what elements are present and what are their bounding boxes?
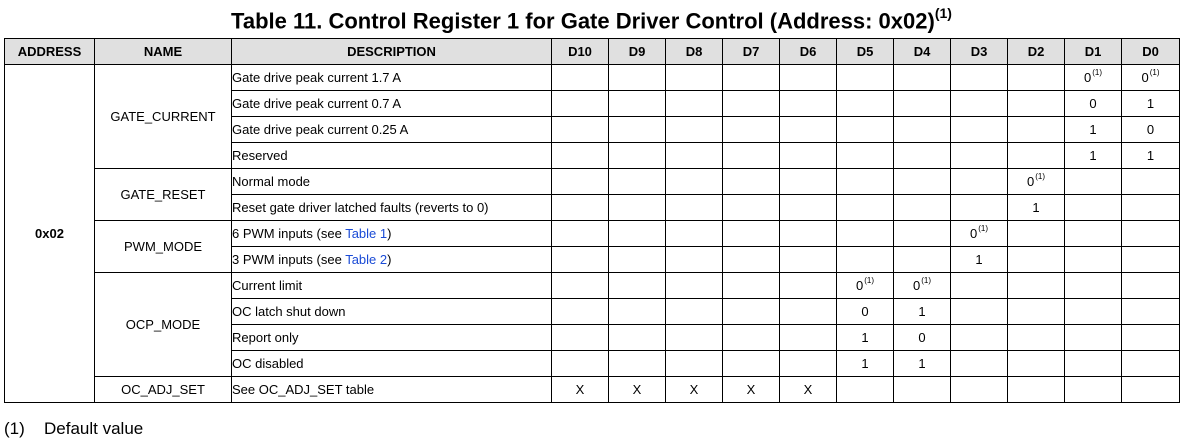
bit-cell [1008,117,1065,143]
bit-cell [837,169,894,195]
field-name-cell: OCP_MODE [95,273,232,377]
register-table [4,38,1180,403]
bit-cell [894,65,951,91]
bit-cell [1065,273,1122,299]
bit-cell [723,273,780,299]
bit-cell [552,325,609,351]
bit-cell [1122,143,1180,169]
description-cell [232,325,552,351]
bit-value: 1 [861,356,869,371]
bit-cell [609,169,666,195]
bit-value: 0 [918,330,926,345]
column-header: D8 [666,39,723,65]
bit-value: 0 [912,278,921,293]
bit-cell [552,221,609,247]
bit-value: 1 [1089,148,1097,163]
bit-cell [837,65,894,91]
bit-cell [894,195,951,221]
description-cell [232,117,552,143]
description-text: OC disabled [232,356,304,371]
bit-cell [609,91,666,117]
bit-cell [780,247,837,273]
address-cell: 0x02 [5,65,95,403]
bit-cell [951,351,1008,377]
table-title [0,0,1183,36]
bit-cell [1008,143,1065,169]
bit-cell [1122,247,1180,273]
bit-cell [723,195,780,221]
bit-cell [1065,143,1122,169]
description-text: Reserved [232,148,288,163]
bit-cell [837,221,894,247]
bit-cell [552,377,609,403]
bit-value: 0 [861,304,869,319]
description-cell [232,273,552,299]
table-row [5,273,1180,299]
default-footnote-ref: (1) [921,276,931,285]
bit-cell [894,273,951,299]
footnote-text: Default value [44,419,144,438]
bit-cell [666,325,723,351]
column-header: NAME [95,39,232,65]
description-text: Current limit [232,278,303,293]
table-link[interactable]: Table 2 [345,252,388,267]
default-footnote-ref: (1) [1092,68,1102,77]
bit-cell [951,117,1008,143]
description-text: Gate drive peak current 1.7 A [232,70,402,85]
column-header: ADDRESS [5,39,95,65]
bit-cell [1122,91,1180,117]
bit-cell [894,169,951,195]
bit-value: 1 [1032,200,1040,215]
bit-value: 0 [1146,122,1155,137]
bit-cell [723,169,780,195]
bit-value: 0 [1026,174,1035,189]
bit-cell [951,273,1008,299]
bit-cell [780,325,837,351]
bit-cell [837,143,894,169]
bit-cell [552,273,609,299]
table-title-text: Table 11. Control Register 1 for Gate Driver Control (Address: 0x02) [231,8,935,34]
bit-cell [780,377,837,403]
description-cell [232,65,552,91]
bit-cell [1065,65,1122,91]
bit-cell [894,351,951,377]
bit-cell [723,91,780,117]
bit-cell [666,221,723,247]
column-header: D0 [1122,39,1180,65]
field-name-cell: GATE_RESET [95,169,232,221]
bit-cell [552,299,609,325]
bit-cell [1122,325,1180,351]
field-name-cell: OC_ADJ_SET [95,377,232,403]
bit-cell [780,169,837,195]
bit-value: 1 [918,304,926,319]
bit-cell [780,117,837,143]
bit-cell [666,91,723,117]
table-row [5,377,1180,403]
bit-cell [723,247,780,273]
bit-cell [723,221,780,247]
header-row [5,39,1180,65]
bit-value: X [632,382,642,397]
bit-cell [666,247,723,273]
bit-cell [780,273,837,299]
description-text: 3 PWM inputs (see [232,252,346,267]
description-cell [232,299,552,325]
bit-cell [894,325,951,351]
bit-cell [1122,377,1180,403]
bit-cell [1122,195,1180,221]
bit-cell [1065,351,1122,377]
column-header: DESCRIPTION [232,39,552,65]
bit-cell [609,117,666,143]
bit-cell [1065,117,1122,143]
bit-cell [894,143,951,169]
bit-cell [723,143,780,169]
bit-cell [894,247,951,273]
bit-cell [894,221,951,247]
bit-cell [1065,221,1122,247]
bit-cell [1008,169,1065,195]
description-tail: ) [387,252,392,267]
description-cell [232,351,552,377]
default-footnote-ref: (1) [1149,68,1160,77]
bit-cell [837,299,894,325]
description-cell [232,377,552,403]
bit-cell [780,299,837,325]
bit-cell [1065,195,1122,221]
bit-cell [1008,247,1065,273]
column-header: D7 [723,39,780,65]
bit-cell [609,377,666,403]
bit-cell [1008,221,1065,247]
bit-value: X [746,382,756,397]
bit-cell [609,195,666,221]
bit-cell [894,91,951,117]
description-text: 6 PWM inputs (see [232,226,346,241]
description-text: Reset gate driver latched faults (reverts to 0) [232,200,489,215]
bit-cell [780,221,837,247]
bit-cell [1008,273,1065,299]
bit-cell [1008,65,1065,91]
bit-cell [894,117,951,143]
bit-cell [552,91,609,117]
description-cell [232,169,552,195]
column-header: D4 [894,39,951,65]
bit-cell [951,299,1008,325]
description-text: Gate drive peak current 0.7 A [232,96,402,111]
bit-cell [780,65,837,91]
default-footnote-ref: (1) [864,276,874,285]
column-header: D5 [837,39,894,65]
bit-cell [837,351,894,377]
field-name-cell: PWM_MODE [95,221,232,273]
bit-cell [552,247,609,273]
column-header: D1 [1065,39,1122,65]
bit-cell [1008,91,1065,117]
bit-value: 1 [1146,96,1155,111]
bit-cell [837,247,894,273]
default-footnote-ref: (1) [1035,172,1045,181]
bit-cell [1065,169,1122,195]
bit-cell [552,195,609,221]
bit-cell [666,169,723,195]
bit-cell [723,351,780,377]
bit-value: X [575,382,585,397]
bit-cell [666,65,723,91]
bit-cell [1122,273,1180,299]
bit-cell [951,169,1008,195]
bit-cell [951,91,1008,117]
bit-value: X [689,382,699,397]
bit-cell [894,299,951,325]
table-body [5,65,1180,403]
description-text: OC latch shut down [232,304,346,319]
bit-cell [723,325,780,351]
bit-cell [837,195,894,221]
bit-cell [1008,351,1065,377]
bit-cell [1065,247,1122,273]
bit-cell [666,273,723,299]
bit-cell [609,143,666,169]
column-header: D6 [780,39,837,65]
bit-cell [780,143,837,169]
bit-cell [666,377,723,403]
bit-value: 1 [1146,148,1155,163]
bit-cell [609,65,666,91]
bit-cell [552,117,609,143]
bit-cell [951,247,1008,273]
bit-cell [951,325,1008,351]
bit-cell [609,299,666,325]
bit-cell [666,143,723,169]
bit-cell [837,91,894,117]
description-cell [232,143,552,169]
bit-cell [1065,299,1122,325]
bit-cell [552,65,609,91]
bit-cell [723,299,780,325]
bit-value: 0 [1089,96,1097,111]
bit-cell [1122,117,1180,143]
table-link[interactable]: Table 1 [345,226,388,241]
bit-cell [1065,91,1122,117]
bit-cell [1008,195,1065,221]
column-header: D3 [951,39,1008,65]
footnote-number: (1) [4,419,25,438]
table-row [5,169,1180,195]
bit-cell [609,247,666,273]
bit-cell [609,351,666,377]
bit-cell [666,351,723,377]
bit-cell [723,65,780,91]
bit-cell [951,143,1008,169]
bit-cell [1122,221,1180,247]
description-text: Report only [232,330,299,345]
bit-cell [894,377,951,403]
bit-cell [951,195,1008,221]
bit-cell [837,273,894,299]
bit-cell [609,325,666,351]
bit-value: 0 [855,278,864,293]
table-row [5,65,1180,91]
bit-value: X [803,382,813,397]
bit-cell [666,299,723,325]
bit-value: 0 [1083,70,1092,85]
bit-cell [609,221,666,247]
description-tail: ) [387,226,392,241]
bit-value: 0 [1141,70,1149,85]
title-footnote-ref: (1) [934,5,952,21]
bit-cell [1008,325,1065,351]
bit-cell [951,65,1008,91]
bit-cell [666,117,723,143]
bit-cell [552,351,609,377]
description-text: See OC_ADJ_SET table [232,382,375,397]
description-cell [232,221,552,247]
bit-value: 1 [861,330,869,345]
bit-value: 1 [975,252,983,267]
description-text: Gate drive peak current 0.25 A [232,122,409,137]
bit-cell [1065,325,1122,351]
bit-cell [723,377,780,403]
bit-cell [951,377,1008,403]
bit-cell [609,273,666,299]
description-cell [232,195,552,221]
bit-cell [552,143,609,169]
description-cell [232,247,552,273]
bit-cell [1122,299,1180,325]
bit-cell [837,117,894,143]
column-header: D9 [609,39,666,65]
bit-cell [723,117,780,143]
bit-cell [837,325,894,351]
bit-cell [780,351,837,377]
default-footnote-ref: (1) [978,224,988,233]
bit-value: 0 [969,226,978,241]
bit-cell [1065,377,1122,403]
bit-cell [1008,377,1065,403]
bit-cell [552,169,609,195]
bit-cell [837,377,894,403]
column-header: D2 [1008,39,1065,65]
bit-value: 1 [918,356,926,371]
bit-cell [1122,65,1180,91]
bit-cell [1122,169,1180,195]
bit-cell [951,221,1008,247]
bit-cell [780,91,837,117]
footnote [4,418,143,440]
table-row [5,221,1180,247]
bit-value: 1 [1089,122,1097,137]
field-name-cell: GATE_CURRENT [95,65,232,169]
column-header: D10 [552,39,609,65]
bit-cell [1008,299,1065,325]
bit-cell [1122,351,1180,377]
description-text: Normal mode [232,174,311,189]
bit-cell [780,195,837,221]
description-cell [232,91,552,117]
bit-cell [666,195,723,221]
